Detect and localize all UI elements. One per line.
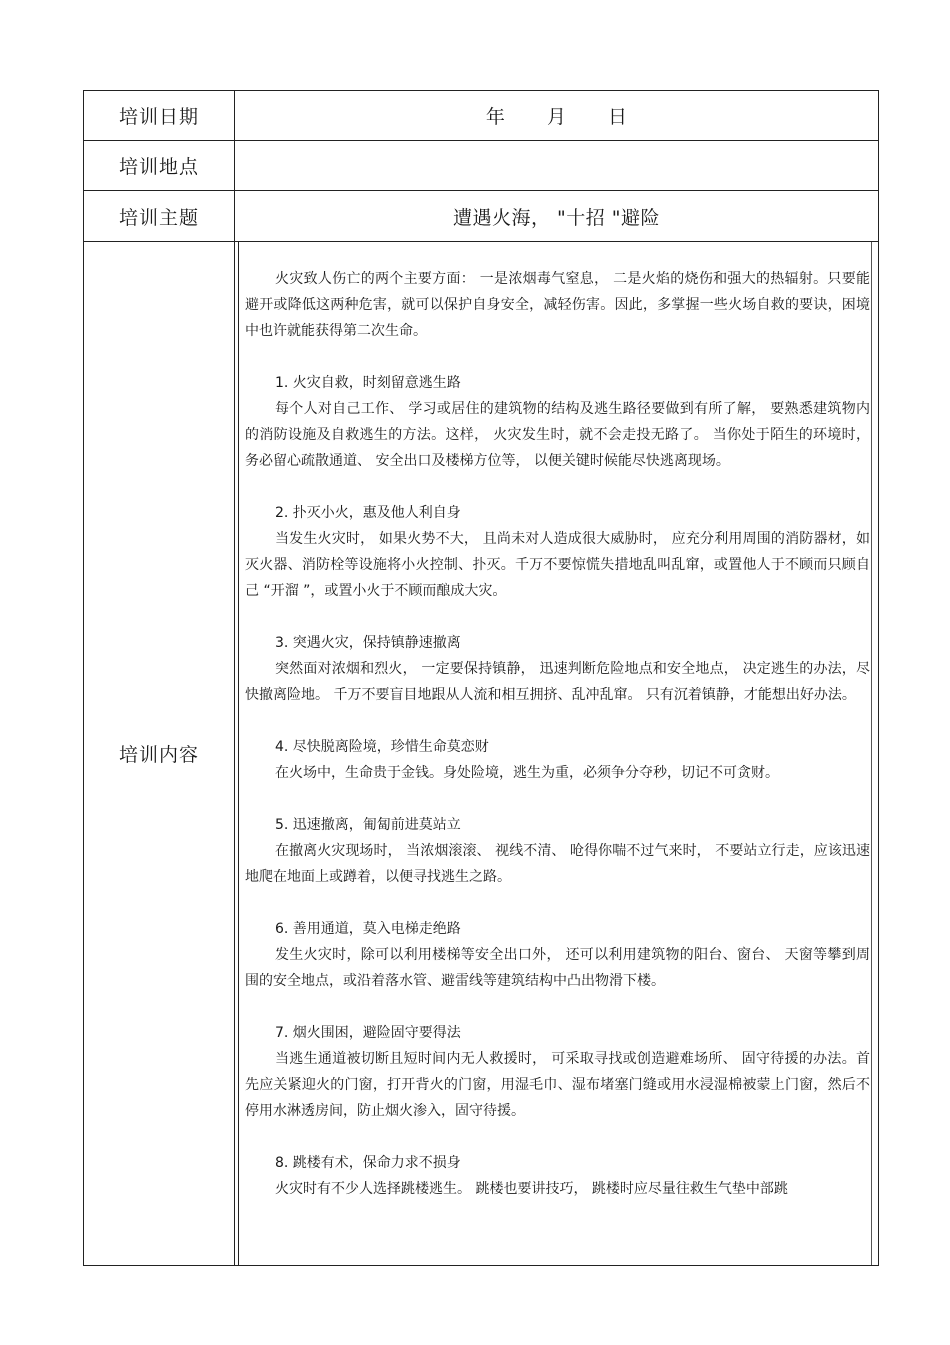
date-value[interactable] (235, 91, 878, 140)
location-label: 培训地点 (84, 141, 235, 190)
section-2 (245, 500, 870, 604)
section-body: 火灾时有不少人选择跳楼逃生。 跳楼也要讲技巧， 跳楼时应尽量往救生气垫中部跳 (275, 1181, 788, 1197)
topic-value (235, 191, 878, 241)
date-label: 培训日期 (84, 91, 235, 140)
section-heading: 8. 跳楼有术，保命力求不损身 (275, 1155, 461, 1171)
section-7 (245, 1020, 870, 1124)
topic-label: 培训主题 (84, 191, 235, 241)
section-1 (245, 370, 870, 474)
section-heading: 5. 迅速撤离，匍匐前进莫站立 (275, 817, 461, 833)
training-record-table (83, 90, 879, 1266)
content-label: 培训内容 (84, 242, 235, 1265)
content-body (238, 242, 878, 1265)
section-heading: 2. 扑灭小火，惠及他人利自身 (275, 505, 461, 521)
intro-paragraph: 火灾致人伤亡的两个主要方面： 一是浓烟毒气窒息， 二是火焰的烧伤和强大的热辐射。只要能避开或降低这两种危害，就可以保护自身安全，减轻伤害。因此，多掌握一些火场自救的要诀，困境中也许就能获得第二次生命。 (245, 271, 870, 339)
section-heading: 4. 尽快脱离险境，珍惜生命莫恋财 (275, 739, 489, 755)
topic-title: 遭遇火海， "十招 "避险 (452, 206, 661, 229)
location-row (84, 141, 878, 191)
section-body: 在撤离火灾现场时， 当浓烟滚滚、 视线不清、 呛得你喘不过气来时， 不要站立行走，应该迅速地爬在地面上或蹲着，以便寻找逃生之路。 (245, 843, 870, 885)
section-8 (245, 1150, 870, 1202)
section-body: 发生火灾时，除可以利用楼梯等安全出口外， 还可以利用建筑物的阳台、窗台、 天窗等攀到周围的安全地点，或沿着落水管、避雷线等建筑结构中凸出物滑下楼。 (245, 947, 870, 989)
section-body: 每个人对自己工作、 学习或居住的建筑物的结构及逃生路径要做到有所了解， 要熟悉建筑物内的消防设施及自救逃生的方法。这样， 火灾发生时，就不会走投无路了。 当你处于陌生的环境时， 务必留心疏散通道、 安全出口及楼梯方位等， 以便关键时候能尽快逃离现场。 (245, 401, 870, 469)
date-row (84, 91, 878, 141)
section-heading: 1. 火灾自救，时刻留意逃生路 (275, 375, 461, 391)
section-heading: 3. 突遇火灾，保持镇静速撤离 (275, 635, 461, 651)
inner-border (871, 242, 872, 1265)
section-6 (245, 916, 870, 994)
section-3 (245, 630, 870, 708)
date-day-label: 日 (608, 106, 628, 128)
location-value[interactable] (235, 141, 878, 190)
section-body: 突然面对浓烟和烈火， 一定要保持镇静， 迅速判断危险地点和安全地点， 决定逃生的办法，尽快撤离险地。 千万不要盲目地跟从人流和相互拥挤、乱冲乱窜。 只有沉着镇静，才能想出好办法。 (245, 661, 870, 703)
section-heading: 6. 善用通道，莫入电梯走绝路 (275, 921, 461, 937)
date-year-label: 年 (485, 106, 505, 128)
date-month-label: 月 (546, 106, 566, 128)
section-body: 当发生火灾时， 如果火势不大， 且尚未对人造成很大威胁时， 应充分利用周围的消防器材，如灭火器、消防栓等设施将小火控制、扑灭。千万不要惊慌失措地乱叫乱窜，或置他人于不顾而只顾自己 “开溜 ”，或置小火于不顾而酿成大灾。 (245, 531, 870, 599)
section-body: 当逃生通道被切断且短时间内无人救援时， 可采取寻找或创造避难场所、 固守待援的办法。首先应关紧迎火的门窗，打开背火的门窗，用湿毛巾、湿布堵塞门缝或用水浸湿棉被蒙上门窗，然后不停用水淋透房间，防止烟火渗入，固守待援。 (245, 1051, 870, 1119)
section-5 (245, 812, 870, 890)
section-4 (245, 734, 870, 786)
section-body: 在火场中，生命贵于金钱。身处险境，逃生为重，必须争分夺秒，切记不可贪财。 (275, 765, 779, 781)
content-row (84, 242, 878, 1265)
section-heading: 7. 烟火围困，避险固守要得法 (275, 1025, 461, 1041)
topic-row (84, 191, 878, 242)
